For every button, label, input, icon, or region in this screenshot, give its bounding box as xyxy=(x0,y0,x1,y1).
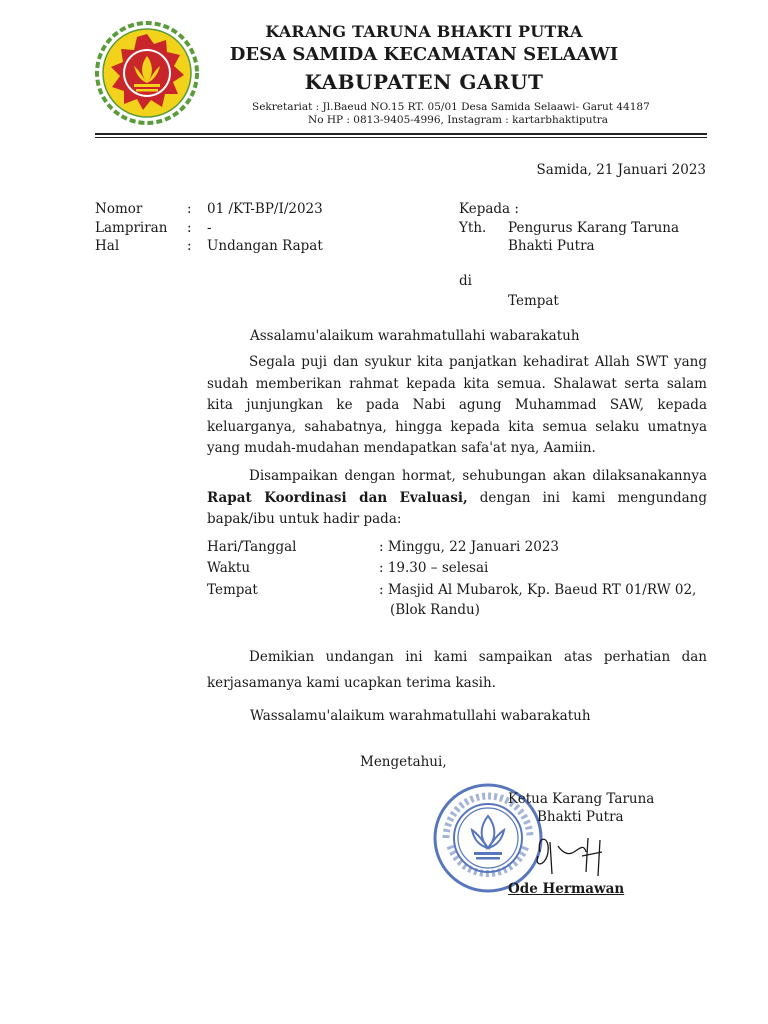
hal-value: Undangan Rapat xyxy=(207,238,323,254)
hal-colon: : xyxy=(187,238,192,254)
handwritten-signature xyxy=(510,822,620,882)
signatory-name: Ode Hermawan xyxy=(508,881,625,897)
regency-line: KABUPATEN GARUT xyxy=(304,70,544,94)
meeting-name: Rapat Koordinasi dan Evaluasi, xyxy=(207,489,468,506)
letterhead-rule-thin xyxy=(95,137,707,138)
contact-line: No HP : 0813-9405-4996, Instagram : kartarbhaktiputra xyxy=(308,114,608,126)
day-label: Hari/Tanggal xyxy=(207,539,297,555)
address-line: Sekretariat : Jl.Baeud NO.15 RT. 05/01 Desa Samida Selaawi- Garut 44187 xyxy=(252,101,650,113)
lampiran-label: Lampriran xyxy=(95,220,168,236)
place-value: : Masjid Al Mubarok, Kp. Baeud RT 01/RW 02, xyxy=(379,582,697,598)
paragraph-opening xyxy=(207,352,707,460)
kepada-label: Kepada : xyxy=(459,201,519,217)
paragraph-invitation-text-a: Disampaikan dengan hormat, sehubungan akan dilaksanakannya xyxy=(249,468,707,484)
paragraph-opening-text: Segala puji dan syukur kita panjatkan kehadirat Allah SWT yang sudah memberikan rahmat kepada kita semua. Shalawat serta salam kita junjungkan ke pada Nabi agung Muhammad SAW, kepada keluarganya, sahabatnya, hingga kepada kita semua selaku umatnya yang mudah-mudahan mendapatkan safa'at nya, Aamiin. xyxy=(207,354,707,456)
greeting: Assalamu'alaikum warahmatullahi wabarakatuh xyxy=(250,328,580,344)
mengetahui-label: Mengetahui, xyxy=(360,754,447,770)
nomor-colon: : xyxy=(187,201,192,217)
paragraph-invitation-text-b: dengan ini kami mengundang bapak/ibu untuk hadir pada: xyxy=(207,489,707,527)
time-label: Waktu xyxy=(207,560,251,576)
paragraph-closing-text: Demikian undangan ini kami sampaikan atas perhatian dan kerjasamanya kami ucapkan terima kasih. xyxy=(207,649,707,691)
org-name-line: KARANG TARUNA BHAKTI PUTRA xyxy=(265,22,583,41)
paragraph-closing xyxy=(207,644,707,696)
lampiran-value: - xyxy=(207,220,212,236)
place-label: Tempat xyxy=(207,582,258,598)
day-value: : Minggu, 22 Januari 2023 xyxy=(379,539,560,555)
di-label: di xyxy=(459,273,472,289)
nomor-value: 01 /KT-BP/I/2023 xyxy=(207,201,323,217)
lampiran-colon: : xyxy=(187,220,192,236)
hal-label: Hal xyxy=(95,238,120,254)
recipient-name-2: Bhakti Putra xyxy=(508,238,595,254)
village-line: DESA SAMIDA KECAMATAN SELAAWI xyxy=(229,44,619,65)
recipient-name-1: Pengurus Karang Taruna xyxy=(508,220,680,236)
letterhead-rule xyxy=(95,133,707,135)
signatory-title-2: Bhakti Putra xyxy=(537,809,624,825)
time-value: : 19.30 – selesai xyxy=(379,560,489,576)
nomor-label: Nomor xyxy=(95,201,143,217)
signatory-title-1: Ketua Karang Taruna xyxy=(508,791,655,807)
tempat-label: Tempat xyxy=(508,293,559,309)
closing-greeting: Wassalamu'alaikum warahmatullahi wabarakatuh xyxy=(250,708,591,724)
yth-label: Yth. xyxy=(459,220,487,236)
place-value-2: (Blok Randu) xyxy=(390,602,480,618)
paragraph-invitation xyxy=(207,466,707,531)
letter-date: Samida, 21 Januari 2023 xyxy=(536,162,706,178)
